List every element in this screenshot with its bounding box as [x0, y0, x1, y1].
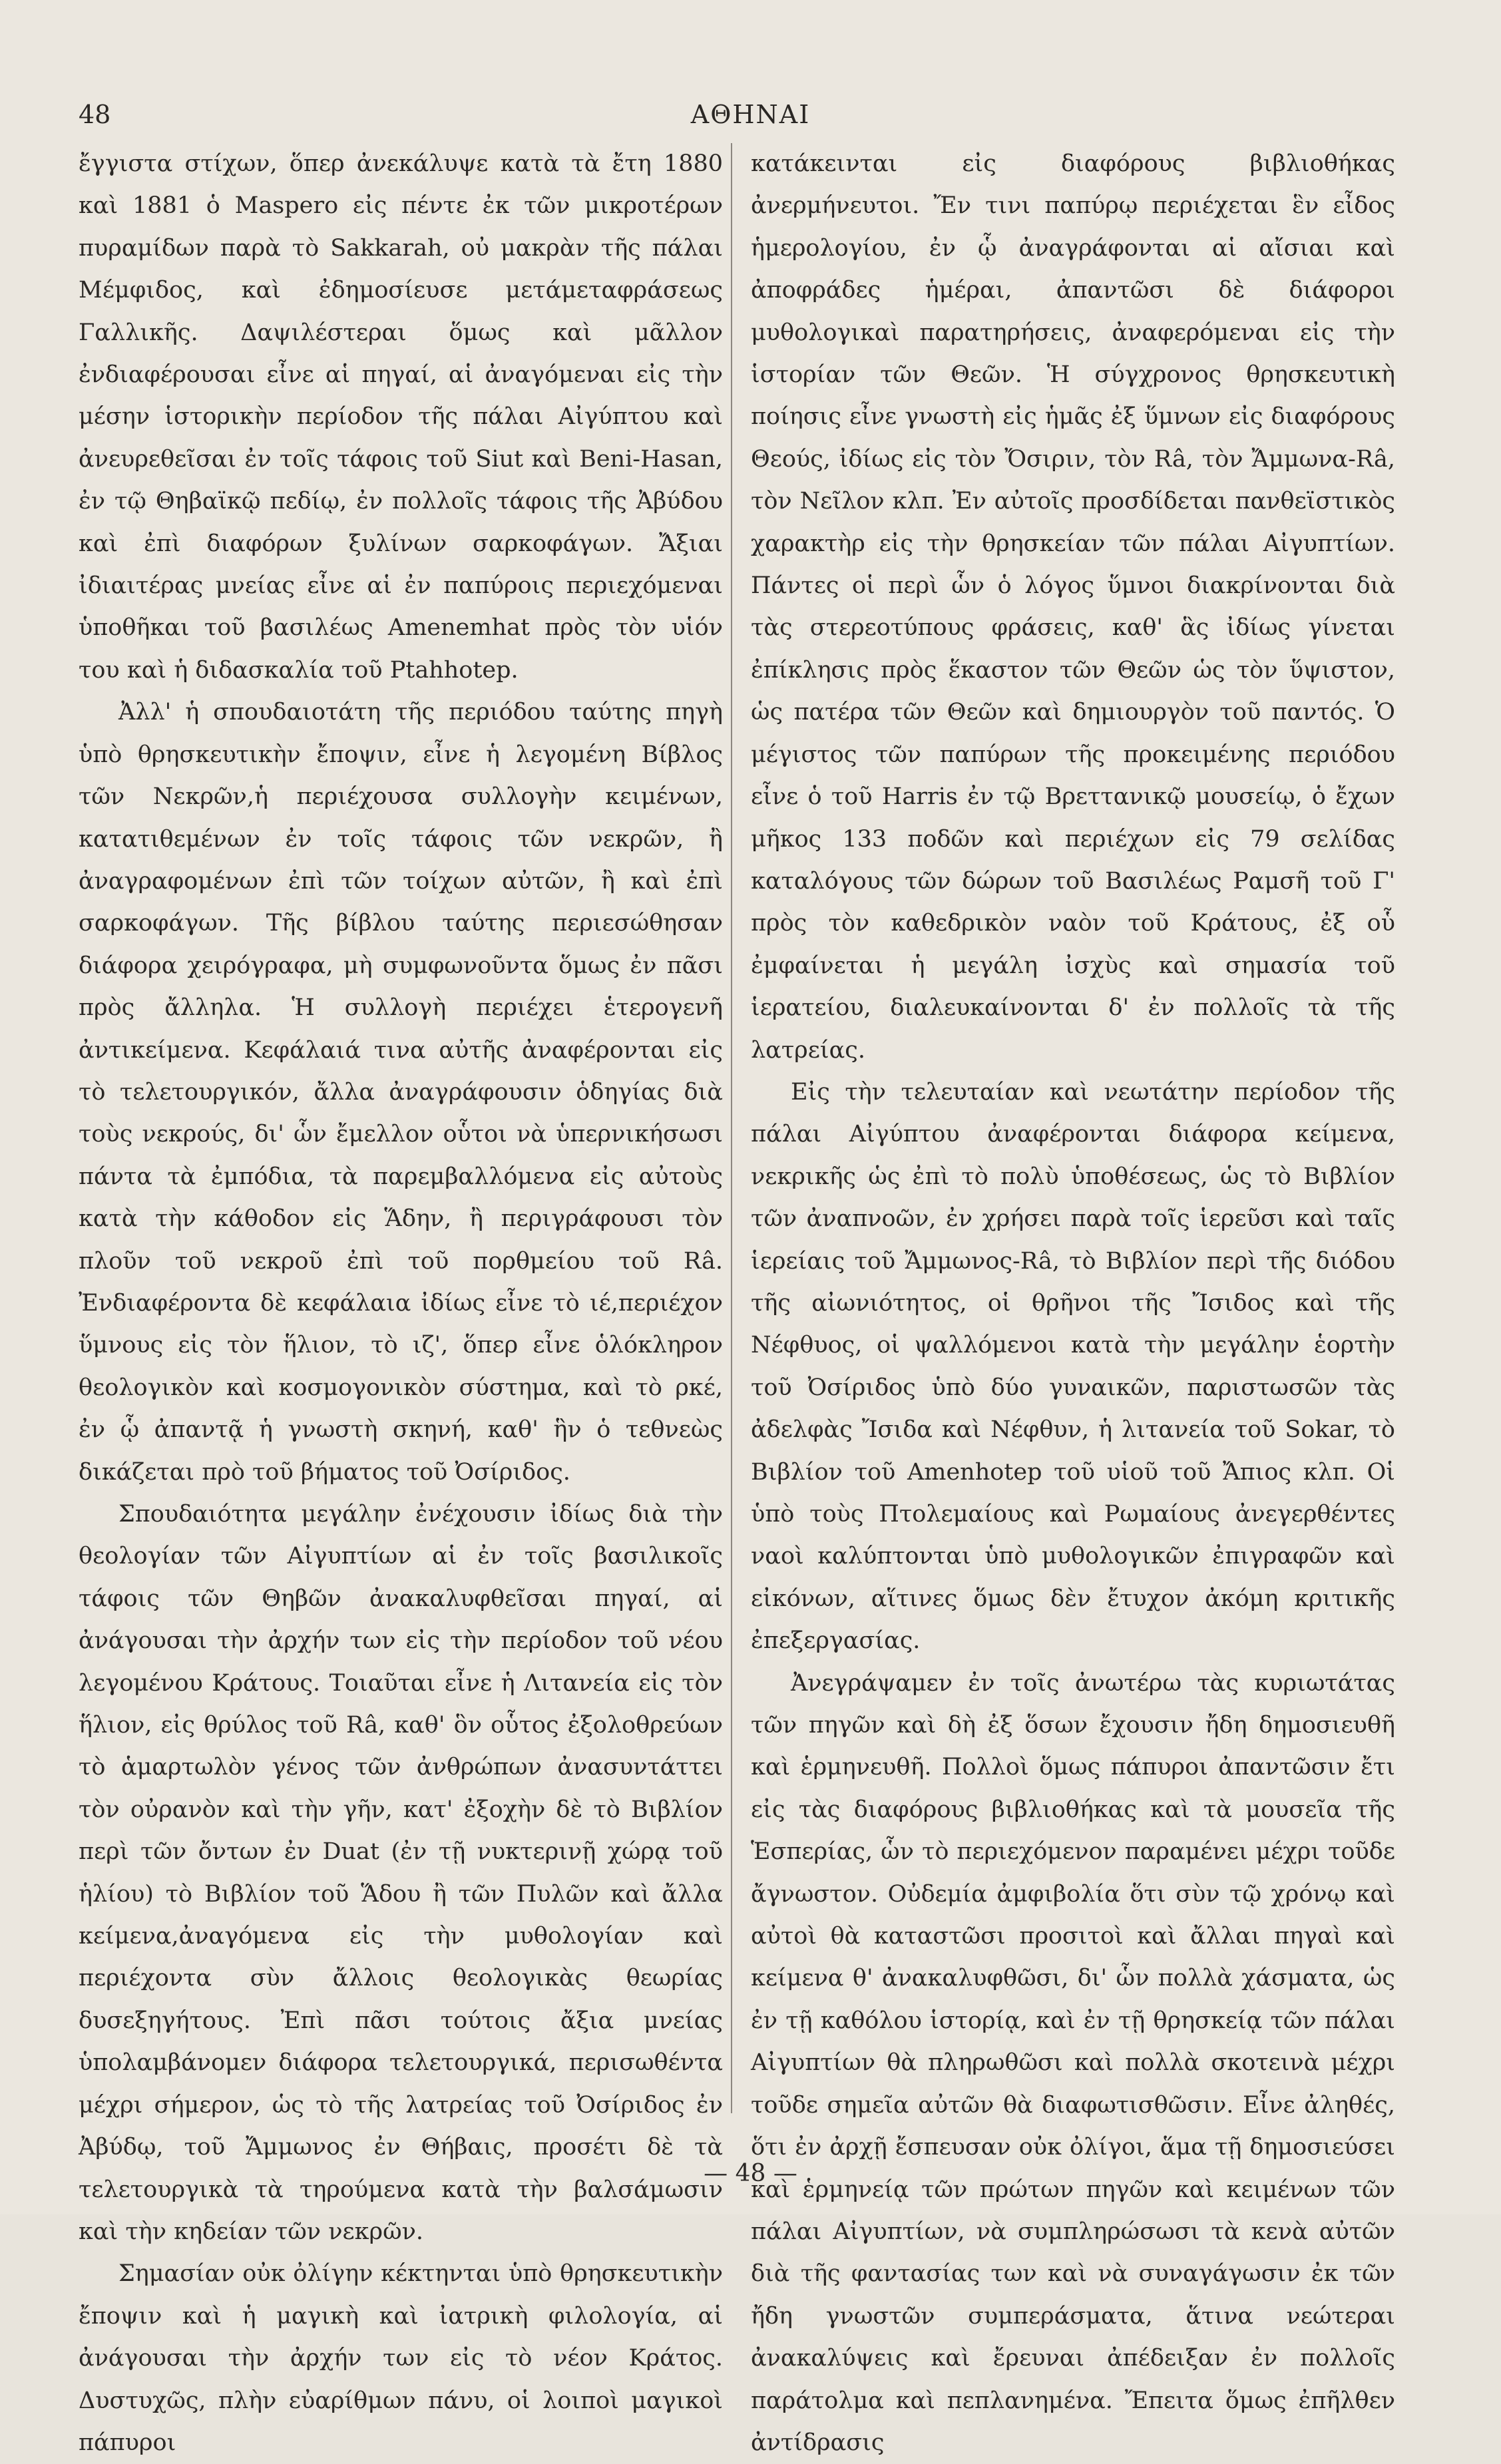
paragraph: κατάκεινται εἰς διαφόρους βιβλιοθήκας ἀνερμήνευτοι. Ἔν τινι παπύρῳ περιέχεται ἓν εἶδος ἡμερολογίου, ἐν ᾧ ἀναγράφονται αἱ αἴσιαι καὶ ἀποφράδες ἡμέραι, ἀπαντῶσι δὲ διάφοροι μυθολογικαὶ παρατηρήσεις, ἀναφερόμεναι εἰς τὴν ἱστορίαν τῶν Θεῶν. Ἡ σύγχρονος θρησκευτικὴ ποίησις εἶνε γνωστὴ εἰς ἡμᾶς ἐξ ὕμνων εἰς διαφόρους Θεούς, ἰδίως εἰς τὸν Ὄσιριν, τὸν Râ, τὸν Ἄμμωνα-Râ, τὸν Νεῖλον κλπ. Ἐν αὐτοῖς προσδίδεται πανθεϊστικὸς χαρακτὴρ εἰς τὴν θρησκείαν τῶν πάλαι Αἰγυπτίων. Πάντες οἱ περὶ ὧν ὁ λόγος ὕμνοι διακρίνονται διὰ τὰς στερεοτύπους φράσεις, καθ' ἃς ἰδίως γίνεται ἐπίκλησις πρὸς ἕκαστον τῶν Θεῶν ὡς τὸν ὕψιστον, ὡς πατέρα τῶν Θεῶν καὶ δημιουργὸν τοῦ παντός. Ὁ μέγιστος τῶν παπύρων τῆς προκειμένης περιόδου εἶνε ὁ τοῦ Harris ἐν τῷ Βρεττανικῷ μουσείῳ, ὁ ἔχων μῆκος 133 ποδῶν καὶ περιέχων εἰς 79 σελίδας καταλόγους τῶν δώρων τοῦ Βασιλέως Ραμσῆ τοῦ Γ' πρὸς τὸν καθεδρικὸν ναὸν τοῦ Κράτους, ἐξ οὗ ἐμφαίνεται ἡ μεγάλη ἰσχὺς καὶ σημασία τοῦ ἱερατείου, διαλευκαίνονται δ' ἐν πολλοῖς τὰ τῆς λατρείας.: [751, 150, 1395, 1064]
paragraph: ἔγγιστα στίχων, ὅπερ ἀνεκάλυψε κατὰ τὰ ἔτη 1880 καὶ 1881 ὁ Maspero εἰς πέντε ἐκ τῶν μικροτέρων πυραμίδων παρὰ τὸ Sakkarah, οὐ μακρὰν τῆς πάλαι Μέμφιδος, καὶ ἐδημοσίευσε μετάμεταφράσεως Γαλλικῆς. Δαψιλέστεραι ὅμως καὶ μᾶλλον ἐνδιαφέρουσαι εἶνε αἱ πηγαί, αἱ ἀναγόμεναι εἰς τὴν μέσην ἱστορικὴν περίοδον τῆς πάλαι Αἰγύπτου καὶ ἀνευρεθεῖσαι ἐν τοῖς τάφοις τοῦ Siut καὶ Beni-Hasan, ἐν τῷ Θηβαϊκῷ πεδίῳ, ἐν πολλοῖς τάφοις τῆς Ἀβύδου καὶ ἐπὶ διαφόρων ξυλίνων σαρκοφάγων. Ἄξιαι ἰδιαιτέρας μνείας εἶνε αἱ ἐν παπύροις περιεχόμεναι ὑποθῆκαι τοῦ βασιλέως Amenemhat πρὸς τὸν υἱόν του καὶ ἡ διδασκαλία τοῦ Ptahhotep.: [79, 150, 723, 684]
paragraph: Ἀνεγράψαμεν ἐν τοῖς ἀνωτέρω τὰς κυριωτάτας τῶν πηγῶν καὶ δὴ ἐξ ὅσων ἔχουσιν ἤδη δημοσιευθῆ καὶ ἑρμηνευθῆ. Πολλοὶ ὅμως πάπυροι ἀπαντῶσιν ἔτι εἰς τὰς διαφόρους βιβλιοθήκας καὶ τὰ μουσεῖα τῆς Ἑσπερίας, ὧν τὸ περιεχόμενον παραμένει μέχρι τοῦδε ἄγνωστον. Οὐδεμία ἀμφιβολία ὅτι σὺν τῷ χρόνῳ καὶ αὐτοὶ θὰ καταστῶσι προσιτοὶ καὶ ἄλλαι πηγαὶ καὶ κείμενα θ' ἀνακαλυφθῶσι, δι' ὧν πολλὰ χάσματα, ὡς ἐν τῇ καθόλου ἱστορίᾳ, καὶ ἐν τῇ θρησκείᾳ τῶν πάλαι Αἰγυπτίων θὰ πληρωθῶσι καὶ πολλὰ σκοτεινὰ μέχρι τοῦδε σημεῖα αὐτῶν θὰ διαφωτισθῶσιν. Εἶνε ἀληθές, ὅτι ἐν ἀρχῇ ἔσπευσαν οὐκ ὀλίγοι, ἅμα τῇ δημοσιεύσει καὶ ἑρμηνείᾳ τῶν πρώτων πηγῶν καὶ κειμένων τῶν πάλαι Αἰγυπτίων, νὰ συμπληρώσωσι τὰ κενὰ αὐτῶν διὰ τῆς φαντασίας των καὶ νὰ συναγάγωσιν ἐκ τῶν ἤδη γνωστῶν συμπεράσματα, ἅτινα νεώτεραι ἀνακαλύψεις καὶ ἔρευναι ἀπέδειξαν ἐν πολλοῖς παράτολμα καὶ πεπλανημένα. Ἔπειτα ὅμως ἐπῆλθεν ἀντίδρασις: [751, 1669, 1395, 2456]
paragraph: Εἰς τὴν τελευταίαν καὶ νεωτάτην περίοδον τῆς πάλαι Αἰγύπτου ἀναφέρονται διάφορα κείμενα, νεκρικῆς ὡς ἐπὶ τὸ πολὺ ὑποθέσεως, ὡς τὸ Βιβλίον τῶν ἀναπνοῶν, ἐν χρήσει παρὰ τοῖς ἱερεῦσι καὶ ταῖς ἱερείαις τοῦ Ἄμμωνος-Râ, τὸ Βιβλίον περὶ τῆς διόδου τῆς αἰωνιότητος, οἱ θρῆνοι τῆς Ἴσιδος καὶ τῆς Νέφθυος, οἱ ψαλλόμενοι κατὰ τὴν μεγάλην ἑορτὴν τοῦ Ὀσίριδος ὑπὸ δύο γυναικῶν, παριστωσῶν τὰς ἀδελφὰς Ἴσιδα καὶ Νέφθυν, ἡ λιτανεία τοῦ Sokar, τὸ Βιβλίον τοῦ Amenhotep τοῦ υἱοῦ τοῦ Ἄπιος κλπ. Οἱ ὑπὸ τοὺς Πτολεμαίους καὶ Ρωμαίους ἀνεγερθέντες ναοὶ καλύπτονται ὑπὸ μυθολογικῶν ἐπιγραφῶν καὶ εἰκόνων, αἵτινες ὅμως δὲν ἔτυχον ἀκόμη κριτικῆς ἐπεξεργασίας.: [751, 1078, 1395, 1655]
page-number: 48: [79, 100, 111, 129]
left-column: [79, 143, 723, 2464]
paragraph: Ἀλλ' ἡ σπουδαιοτάτη τῆς περιόδου ταύτης πηγὴ ὑπὸ θρησκευτικὴν ἔποψιν, εἶνε ἡ λεγομένη Βίβλος τῶν Νεκρῶν,ἡ περιέχουσα συλλογὴν κειμένων, κατατιθεμένων ἐν τοῖς τάφοις τῶν νεκρῶν, ἢ ἀναγραφομένων ἐπὶ τῶν τοίχων αὐτῶν, ἢ καὶ ἐπὶ σαρκοφάγων. Τῆς βίβλου ταύτης περιεσώθησαν διάφορα χειρόγραφα, μὴ συμφωνοῦντα ὅμως ἐν πᾶσι πρὸς ἄλληλα. Ἡ συλλογὴ περιέχει ἑτερογενῆ ἀντικείμενα. Κεφάλαιά τινα αὐτῆς ἀναφέρονται εἰς τὸ τελετουργικόν, ἄλλα ἀναγράφουσιν ὁδηγίας διὰ τοὺς νεκρούς, δι' ὧν ἔμελλον οὗτοι νὰ ὑπερνικήσωσι πάντα τὰ ἐμπόδια, τὰ παρεμβαλλόμενα εἰς αὐτοὺς κατὰ τὴν κάθοδον εἰς Ἅδην, ἢ περιγράφουσι τὸν πλοῦν τοῦ νεκροῦ ἐπὶ τοῦ πορθμείου τοῦ Râ. Ἐνδιαφέροντα δὲ κεφάλαια ἰδίως εἶνε τὸ ιέ,περιέχον ὕμνους εἰς τὸν ἥλιον, τὸ ιζ', ὅπερ εἶνε ὁλόκληρον θεολογικὸν καὶ κοσμογονικὸν σύστημα, καὶ τὸ ρκέ, ἐν ᾧ ἀπαντᾷ ἡ γνωστὴ σκηνή, καθ' ἣν ὁ τεθνεὼς δικάζεται πρὸ τοῦ βήματος τοῦ Ὀσίριδος.: [79, 699, 723, 1486]
running-title: ΑΘΗΝΑΙ: [690, 100, 811, 129]
footer-page-marker: — 48 —: [704, 2160, 797, 2187]
right-column: [751, 143, 1395, 2464]
column-divider: [731, 143, 732, 2113]
paragraph: Σπουδαιότητα μεγάλην ἐνέχουσιν ἰδίως διὰ τὴν θεολογίαν τῶν Αἰγυπτίων αἱ ἐν τοῖς βασιλικοῖς τάφοις τῶν Θηβῶν ἀνακαλυφθεῖσαι πηγαί, αἱ ἀνάγουσαι τὴν ἀρχήν των εἰς τὴν περίοδον τοῦ νέου λεγομένου Κράτους. Τοιαῦται εἶνε ἡ Λιτανεία εἰς τὸν ἥλιον, εἰς θρύλος τοῦ Râ, καθ' ὃν οὗτος ἐξολοθρεύων τὸ ἁμαρτωλὸν γένος τῶν ἀνθρώπων ἀνασυντάττει τὸν οὐρανὸν καὶ τὴν γῆν, κατ' ἐξοχὴν δὲ τὸ Βιβλίον περὶ τῶν ὄντων ἐν Duat (ἐν τῇ νυκτερινῇ χώρᾳ τοῦ ἡλίου) τὸ Βιβλίον τοῦ Ἅδου ἢ τῶν Πυλῶν καὶ ἄλλα κείμενα,ἀναγόμενα εἰς τὴν μυθολογίαν καὶ περιέχοντα σὺν ἄλλοις θεολογικὰς θεωρίας δυσεξηγήτους. Ἐπὶ πᾶσι τούτοις ἄξια μνείας ὑπολαμβάνομεν διάφορα τελετουργικά, περισωθέντα μέχρι σήμερον, ὡς τὸ τῆς λατρείας τοῦ Ὀσίριδος ἐν Ἀβύδῳ, τοῦ Ἄμμωνος ἐν Θήβαις, προσέτι δὲ τὰ τελετουργικὰ τὰ τηρούμενα κατὰ τὴν βαλσάμωσιν καὶ τὴν κηδείαν τῶν νεκρῶν.: [79, 1501, 723, 2245]
paragraph: Σημασίαν οὐκ ὀλίγην κέκτηνται ὑπὸ θρησκευτικὴν ἔποψιν καὶ ἡ μαγικὴ καὶ ἰατρικὴ φιλολογία, αἱ ἀνάγουσαι τὴν ἀρχήν των εἰς τὸ νέον Κράτος. Δυστυχῶς, πλὴν εὐαρίθμων πάνυ, οἱ λοιποὶ μαγικοὶ πάπυροι: [79, 2260, 723, 2456]
